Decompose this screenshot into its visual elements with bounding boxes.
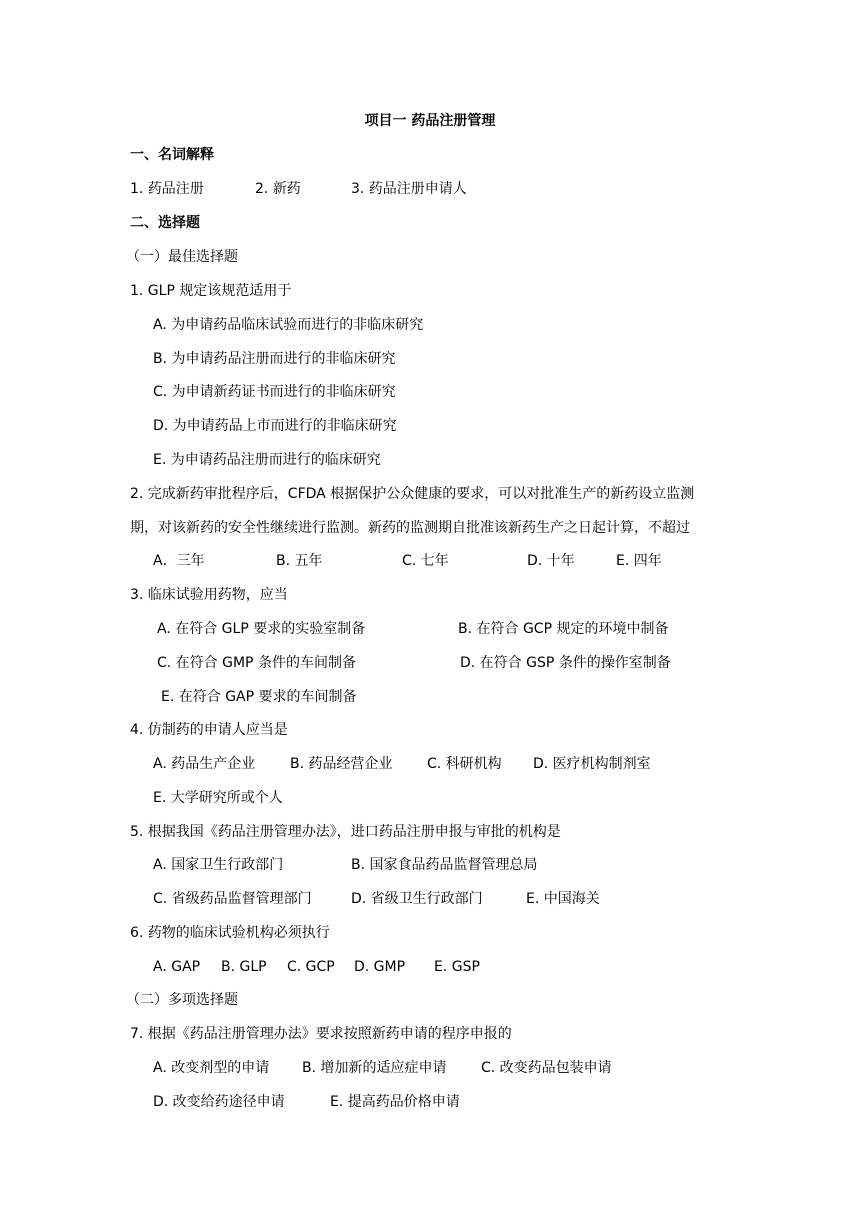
term-item: 2. 新药 <box>255 181 301 197</box>
answer-option: A．三年 <box>153 553 205 569</box>
answer-option: B. 为申请药品注册而进行的非临床研究 <box>153 351 396 367</box>
subsection-best-choice: （一）最佳选择题 <box>126 249 238 265</box>
answer-option: A. 国家卫生行政部门 <box>153 857 284 873</box>
answer-option: A. 为申请药品临床试验而进行的非临床研究 <box>153 317 424 333</box>
question-stem: 3. 临床试验用药物，应当 <box>130 587 288 603</box>
answer-option: D. GMP <box>354 959 406 975</box>
answer-option: E. 为申请药品注册而进行的临床研究 <box>153 452 381 468</box>
answer-option: D. 在符合 GSP 条件的操作室制备 <box>460 655 671 671</box>
question-stem: 7. 根据《药品注册管理办法》要求按照新药申请的程序申报的 <box>130 1026 512 1042</box>
question-stem: 1. GLP 规定该规范适用于 <box>130 283 292 299</box>
answer-option: B. 在符合 GCP 规定的环境中制备 <box>458 621 669 637</box>
answer-option: A. 改变剂型的申请 <box>153 1060 270 1076</box>
answer-option: C. 科研机构 <box>427 756 502 772</box>
section-heading-choice: 二、选择题 <box>130 215 200 231</box>
answer-option: A. 药品生产企业 <box>153 756 256 772</box>
question-stem: 6. 药物的临床试验机构必须执行 <box>130 925 330 941</box>
question-stem: 4. 仿制药的申请人应当是 <box>130 722 288 738</box>
answer-option: A. 在符合 GLP 要求的实验室制备 <box>157 621 366 637</box>
answer-option: E. 大学研究所或个人 <box>153 790 283 806</box>
answer-option: D. 十年 <box>527 553 575 569</box>
answer-option: C. 为申请新药证书而进行的非临床研究 <box>153 384 396 400</box>
question-stem-continued: 期，对该新药的安全性继续进行监测。新药的监测期自批准该新药生产之日起计算，不超过 <box>130 520 690 536</box>
question-stem: 2. 完成新药审批程序后，CFDA 根据保护公众健康的要求，可以对批准生产的新药设立监测 <box>130 486 695 502</box>
answer-option: C. 七年 <box>402 553 449 569</box>
page-title: 项目一 药品注册管理 <box>364 113 496 129</box>
answer-option: B. GLP <box>221 959 267 975</box>
answer-option: D. 改变给药途径申请 <box>153 1094 285 1110</box>
subsection-multi-choice: （二）多项选择题 <box>126 992 238 1008</box>
answer-option: D. 为申请药品上市而进行的非临床研究 <box>153 418 397 434</box>
term-item: 1. 药品注册 <box>130 181 204 197</box>
answer-option: E. 中国海关 <box>526 891 600 907</box>
answer-option: B. 国家食品药品监督管理总局 <box>351 857 538 873</box>
answer-option: E. 四年 <box>616 553 662 569</box>
answer-option: D. 医疗机构制剂室 <box>533 756 651 772</box>
answer-option: C. 改变药品包装申请 <box>481 1060 612 1076</box>
answer-option: C. 在符合 GMP 条件的车间制备 <box>157 655 356 671</box>
term-item: 3. 药品注册申请人 <box>351 181 467 197</box>
answer-option: E. GSP <box>434 959 480 975</box>
answer-option: B. 五年 <box>276 553 323 569</box>
answer-option: A. GAP <box>153 959 201 975</box>
answer-option: C. 省级药品监督管理部门 <box>153 891 312 907</box>
answer-option: D. 省级卫生行政部门 <box>351 891 483 907</box>
answer-option: E. 提高药品价格申请 <box>330 1094 460 1110</box>
answer-option: E. 在符合 GAP 要求的车间制备 <box>161 689 357 705</box>
answer-option: B. 药品经营企业 <box>290 756 393 772</box>
section-heading-terms: 一、名词解释 <box>130 147 214 163</box>
answer-option: B. 增加新的适应症申请 <box>302 1060 447 1076</box>
answer-option: C. GCP <box>287 959 335 975</box>
question-stem: 5. 根据我国《药品注册管理办法》，进口药品注册申报与审批的机构是 <box>130 824 561 840</box>
